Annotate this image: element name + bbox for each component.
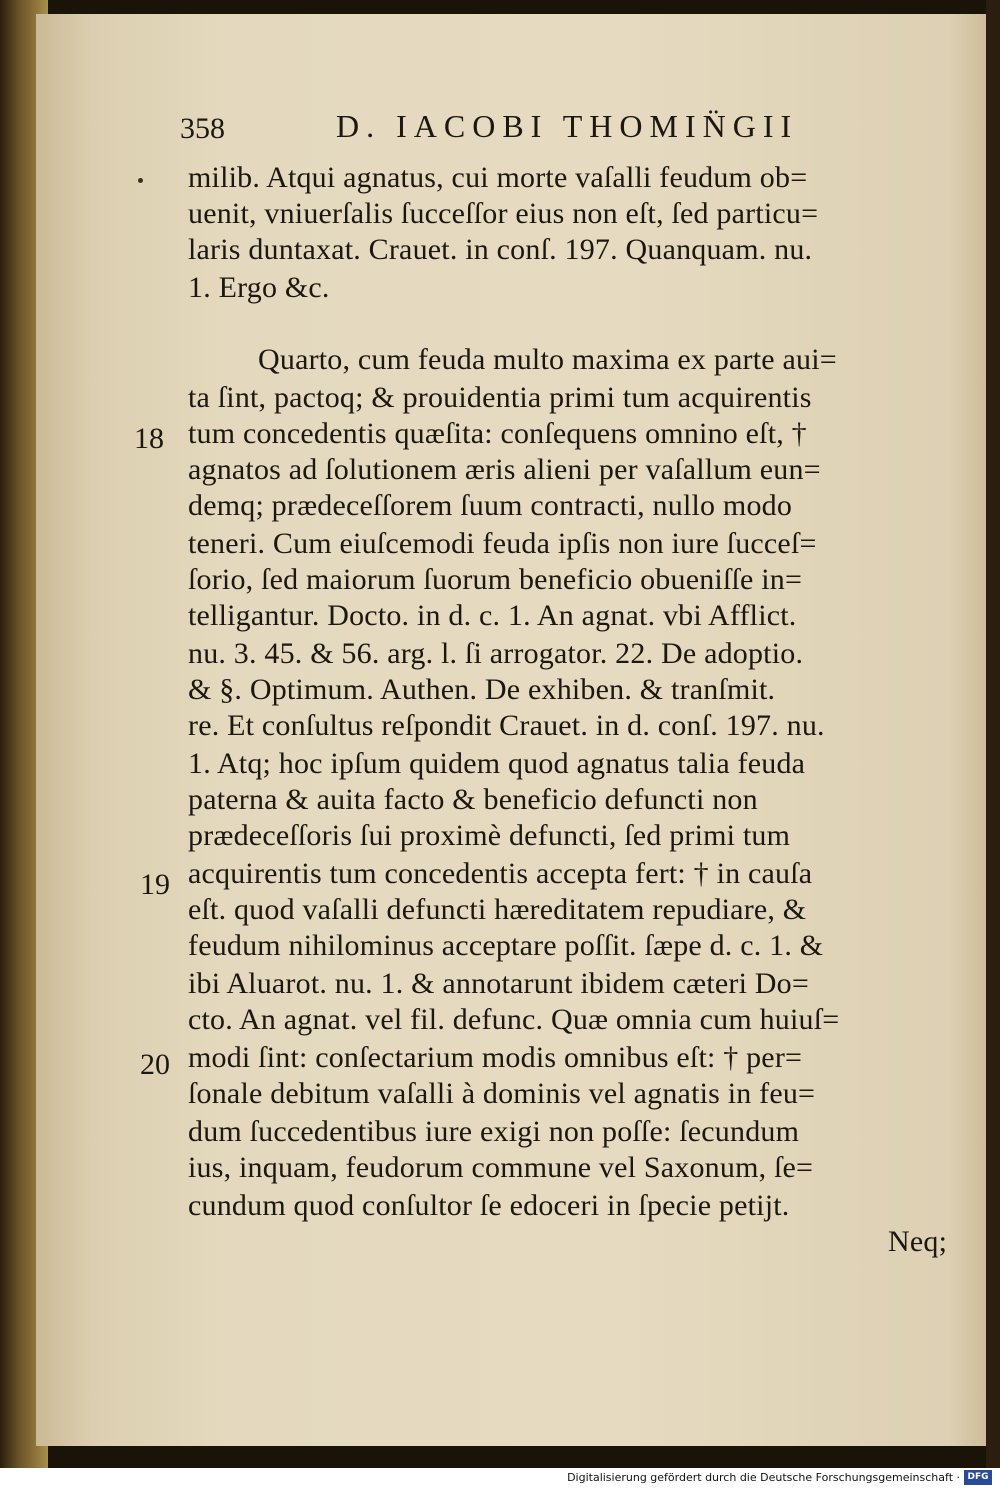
text-line: 1. Ergo &c. <box>188 271 330 304</box>
text-line: ſonale debitum vaſalli à dominis vel agnatis in feu= <box>188 1077 816 1110</box>
text-line: ibi Aluarot. nu. 1. & annotarunt ibidem cæteri Do= <box>188 967 809 1000</box>
text-line: ius, inquam, feudorum commune vel Saxonum, ſe= <box>188 1151 814 1184</box>
text-line: dum ſuccedentibus iure exigi non poſſe: ſecundum <box>188 1115 800 1148</box>
text-line: milib. Atqui agnatus, cui morte vaſalli feudum ob= <box>188 161 808 194</box>
text-line: Quarto, cum feuda multo maxima ex parte aui= <box>258 343 837 376</box>
text-line: tum concedentis quæſita: conſequens omnino eſt, † <box>188 417 807 450</box>
margin-number: 18 <box>134 422 164 455</box>
text-line: eſt. quod vaſalli defuncti hæreditatem repudiare, & <box>188 893 807 926</box>
funding-credit: Digitalisierung gefördert durch die Deutsche Forschungsgemeinschaft · <box>567 1471 960 1484</box>
text-line: acquirentis tum concedentis accepta fert: † in cauſa <box>188 857 813 890</box>
text-line: re. Et conſultus reſpondit Crauet. in d. conſ. 197. nu. <box>188 709 825 742</box>
text-line: cto. An agnat. vel fil. defunc. Quæ omnia cum huiuſ= <box>188 1003 840 1036</box>
text-line: teneri. Cum eiuſcemodi feuda ipſis non iure ſucceſ= <box>188 527 817 560</box>
text-line: prædeceſſoris ſui proximè defuncti, ſed primi tum <box>188 819 791 852</box>
text-line: nu. 3. 45. & 56. arg. l. ſi arrogator. 22. De adoptio. <box>188 637 804 670</box>
text-line: & §. Optimum. Authen. De exhiben. & tranſmit. <box>188 673 776 706</box>
catchword: Neq; <box>888 1225 948 1258</box>
footer-bar <box>0 1468 1000 1489</box>
text-line: laris duntaxat. Crauet. in conſ. 197. Quanquam. nu. <box>188 233 813 266</box>
text-line: agnatos ad ſolutionem æris alieni per vaſallum eun= <box>188 453 821 486</box>
margin-dot <box>138 178 143 183</box>
text-line: feudum nihilominus acceptare poſſit. ſæpe d. c. 1. & <box>188 929 824 962</box>
margin-number: 20 <box>140 1048 170 1081</box>
margin-number: 19 <box>140 868 170 901</box>
text-line: modi ſint: conſectarium modis omnibus eſt: † per= <box>188 1041 803 1074</box>
running-title: D. IACOBI THOMIN̈GII <box>336 108 799 144</box>
page-edge <box>986 0 1000 1468</box>
text-line: telligantur. Docto. in d. c. 1. An agnat. vbi Afflict. <box>188 599 797 632</box>
text-line: ta ſint, pactoq; & prouidentia primi tum acquirentis <box>188 381 812 414</box>
text-line: demq; prædeceſſorem ſuum contracti, nullo modo <box>188 489 793 522</box>
text-line: 1. Atq; hoc ipſum quidem quod agnatus talia feuda <box>188 747 806 780</box>
text-line: ſorio, ſed maiorum ſuorum beneficio obueniſſe in= <box>188 563 803 596</box>
dfg-logo: DFG <box>964 1470 992 1485</box>
text-line: uenit, vniuerſalis ſucceſſor eius non eſt, ſed particu= <box>188 197 819 230</box>
text-line: cundum quod conſultor ſe edoceri in ſpecie petijt. <box>188 1189 790 1222</box>
page-number: 358 <box>180 112 225 145</box>
text-line: paterna & auita facto & beneficio defuncti non <box>188 783 758 816</box>
